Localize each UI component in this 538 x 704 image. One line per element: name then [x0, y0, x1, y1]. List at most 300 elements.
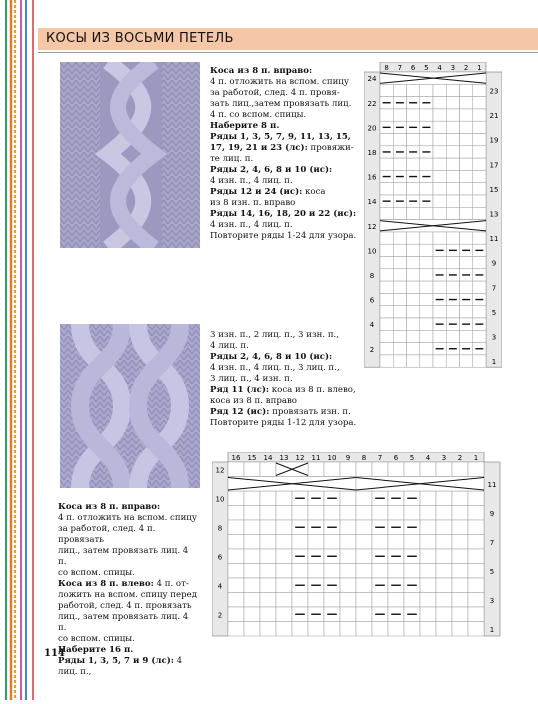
chart-cell — [420, 244, 433, 256]
chart-row-label: 1 — [491, 358, 497, 367]
chart-cell — [372, 506, 388, 521]
chart-cell — [393, 232, 406, 244]
chart-cell — [473, 97, 486, 109]
chart-cell — [372, 622, 388, 637]
chart-row-label: 6 — [369, 296, 375, 305]
chart-cell — [468, 564, 484, 579]
chart-cell — [433, 232, 446, 244]
chart-cell — [244, 549, 260, 564]
chart-cell — [452, 578, 468, 593]
chart-cell — [356, 520, 372, 535]
chart-row-label: 16 — [367, 173, 377, 182]
chart-cell — [393, 343, 406, 355]
chart-col-label: 3 — [450, 64, 456, 72]
chart-cell — [380, 269, 393, 281]
chart-cell — [460, 109, 473, 121]
chart-cell — [420, 491, 436, 506]
chart-cell — [446, 109, 459, 121]
chart-row-label: 5 — [489, 567, 495, 576]
chart-cell — [436, 491, 452, 506]
chart-cell — [446, 97, 459, 109]
chart-cell — [380, 343, 393, 355]
chart-row-label: 19 — [489, 136, 499, 145]
chart-cell — [260, 549, 276, 564]
chart-cell — [420, 462, 436, 477]
chart-cell — [356, 491, 372, 506]
chart-cell — [356, 535, 372, 550]
instruction-line: 3 лиц. п., 4 изн. п. — [210, 374, 293, 384]
chart-cell — [372, 593, 388, 608]
chart-cell — [407, 244, 420, 256]
chart-cell — [393, 318, 406, 330]
chart-cell — [324, 564, 340, 579]
chart-col-label: 9 — [345, 454, 351, 462]
chart-cell — [393, 281, 406, 293]
chart-cell — [244, 491, 260, 506]
chart-cell — [460, 121, 473, 133]
instruction-line: 4 изн. п., 4 лиц. п., 3 лиц. п., — [210, 363, 340, 373]
chart-cell — [473, 84, 486, 96]
chart-cell — [433, 134, 446, 146]
chart-cell — [324, 622, 340, 637]
chart-cell — [380, 134, 393, 146]
chart-cell — [260, 578, 276, 593]
chart-cell — [393, 257, 406, 269]
chart-cell — [228, 520, 244, 535]
chart-cell — [446, 183, 459, 195]
chart-cell — [340, 593, 356, 608]
chart-cell — [388, 462, 404, 477]
chart-cell — [260, 535, 276, 550]
chart-cell — [460, 134, 473, 146]
chart-cell — [420, 622, 436, 637]
chart-cell — [388, 593, 404, 608]
chart-cell — [436, 506, 452, 521]
chart-cell — [388, 506, 404, 521]
chart-cell — [393, 84, 406, 96]
chart-cell — [433, 330, 446, 342]
chart-cell — [260, 462, 276, 477]
chart-cell — [393, 109, 406, 121]
chart-cell — [393, 306, 406, 318]
chart-row-label: 18 — [367, 148, 377, 157]
chart-cell — [340, 622, 356, 637]
instruction-line: Коса из 8 п. вправо: — [58, 502, 161, 512]
chart-cell — [420, 506, 436, 521]
chart-cell — [292, 593, 308, 608]
chart-cell — [468, 593, 484, 608]
chart-cell — [276, 549, 292, 564]
chart-cell — [380, 306, 393, 318]
chart-cell — [433, 183, 446, 195]
chart-cell — [452, 564, 468, 579]
chart-cell — [452, 520, 468, 535]
chart-cell — [324, 462, 340, 477]
chart-row-label: 7 — [491, 284, 497, 293]
chart-col-label: 15 — [247, 454, 257, 462]
instruction-line: Повторите ряды 1-12 для узора. — [210, 418, 357, 428]
section-title: КОСЫ ИЗ ВОСЬМИ ПЕТЕЛЬ — [46, 31, 234, 46]
chart-cell — [228, 578, 244, 593]
chart-cell — [436, 622, 452, 637]
chart-row-label: 10 — [215, 495, 225, 504]
instruction-line: Ряд 11 (лс): коса из 8 п. влево, — [210, 385, 356, 395]
chart-cell — [228, 622, 244, 637]
chart-col-label: 2 — [457, 454, 463, 462]
chart-cell — [446, 306, 459, 318]
chart-cell — [460, 170, 473, 182]
chart-cell — [433, 257, 446, 269]
chart-cell — [446, 355, 459, 367]
instruction-line: Наберите 16 п. — [58, 645, 134, 655]
chart-cell — [340, 607, 356, 622]
instruction-line: Ряды 1, 3, 5, 7, 9, 11, 13, 15, — [210, 132, 351, 142]
chart-cell — [473, 183, 486, 195]
chart-cell — [446, 195, 459, 207]
chart-cell — [380, 207, 393, 219]
chart-cell — [388, 535, 404, 550]
instruction-line: Ряды 2, 4, 6, 8 и 10 (ис): — [210, 352, 333, 362]
chart-cell — [407, 232, 420, 244]
chart-cell — [420, 520, 436, 535]
chart-col-label: 4 — [437, 64, 442, 72]
chart-cell — [436, 607, 452, 622]
chart-row-label: 24 — [367, 75, 377, 84]
yarn-decoration — [0, 0, 40, 700]
chart-cell — [420, 564, 436, 579]
chart-col-label: 5 — [424, 64, 429, 72]
chart-cell — [260, 564, 276, 579]
chart-cell — [407, 330, 420, 342]
chart-cell — [356, 549, 372, 564]
chart-row-label: 6 — [217, 553, 223, 562]
instructions-block-3 — [58, 502, 198, 678]
instruction-line: из 8 изн. п. вправо — [210, 198, 296, 208]
instruction-line: со вспом. спицы. — [58, 634, 135, 644]
instruction-line: зать лиц.,затем провязать лиц. — [210, 99, 352, 109]
chart-cell — [433, 109, 446, 121]
chart-cell — [244, 593, 260, 608]
instruction-line: 4 изн. п., 4 лиц. п. — [210, 176, 293, 186]
chart-cell — [244, 578, 260, 593]
instruction-line: 4 п. отложить на вспом. спицу — [58, 513, 197, 523]
chart-cell — [473, 355, 486, 367]
chart-cell — [420, 232, 433, 244]
chart-cell — [393, 330, 406, 342]
instruction-line: за работой, след. 4 п. провя- — [210, 88, 340, 98]
chart-row-label: 12 — [215, 466, 225, 475]
chart-cell — [228, 607, 244, 622]
chart-cell — [473, 232, 486, 244]
chart-cell — [276, 622, 292, 637]
chart-cell — [407, 318, 420, 330]
chart-cell — [308, 535, 324, 550]
chart-cell — [446, 134, 459, 146]
chart-cell — [228, 491, 244, 506]
instructions-block-2 — [210, 330, 360, 429]
knit-swatch-photo-2 — [60, 324, 200, 488]
chart-row-label: 13 — [489, 210, 499, 219]
instruction-line: Ряды 2, 4, 6, 8 и 10 (ис): — [210, 165, 333, 175]
chart-cell — [468, 549, 484, 564]
chart-cell — [276, 491, 292, 506]
instruction-line: лиц., затем провязать лиц. 4 п. — [58, 546, 189, 567]
chart-cell — [436, 520, 452, 535]
chart-cell — [380, 293, 393, 305]
chart-cell — [407, 293, 420, 305]
chart-cell — [446, 158, 459, 170]
chart-cell — [468, 607, 484, 622]
chart-cell — [260, 506, 276, 521]
chart-cell — [433, 158, 446, 170]
chart-cell — [393, 355, 406, 367]
chart-cell — [420, 183, 433, 195]
instruction-line: Ряды 12 и 24 (ис): коса — [210, 187, 326, 197]
chart-col-label: 6 — [393, 454, 399, 462]
chart-cell — [460, 232, 473, 244]
chart-cell — [407, 269, 420, 281]
chart-cell — [433, 97, 446, 109]
instruction-line: 17, 19, 21 и 23 (лс): провяжи- — [210, 143, 354, 153]
chart-cell — [407, 84, 420, 96]
chart-cell — [260, 520, 276, 535]
chart-row-label: 4 — [369, 321, 375, 330]
chart-cell — [393, 207, 406, 219]
chart-cell — [404, 535, 420, 550]
chart-cell — [260, 593, 276, 608]
chart-cell — [324, 535, 340, 550]
chart-cell — [340, 491, 356, 506]
chart-col-label: 11 — [311, 454, 321, 462]
chart-cell — [420, 330, 433, 342]
chart-col-label: 12 — [295, 454, 305, 462]
chart-cell — [407, 158, 420, 170]
chart-cell — [340, 506, 356, 521]
instruction-line: 4 лиц. п. — [210, 341, 249, 351]
chart-cell — [292, 564, 308, 579]
chart-cell — [420, 109, 433, 121]
chart-cell — [460, 306, 473, 318]
chart-cell — [244, 462, 260, 477]
chart-cell — [460, 183, 473, 195]
chart-cell — [228, 564, 244, 579]
instruction-line: со вспом. спицы. — [58, 568, 135, 578]
chart-row-label: 9 — [491, 259, 497, 268]
chart-row-label: 4 — [217, 582, 223, 591]
chart-cell — [244, 506, 260, 521]
chart-cell — [473, 134, 486, 146]
chart-cell — [446, 146, 459, 158]
chart-col-label: 7 — [397, 64, 403, 72]
chart-cell — [244, 520, 260, 535]
chart-cell — [452, 491, 468, 506]
chart-cell — [244, 622, 260, 637]
chart-cell — [324, 506, 340, 521]
chart-cell — [473, 170, 486, 182]
chart-cell — [420, 578, 436, 593]
chart-cell — [404, 593, 420, 608]
chart-cell — [452, 506, 468, 521]
chart-cell — [460, 146, 473, 158]
instruction-line: лиц., затем провязать лиц. 4 п. — [58, 612, 189, 633]
chart-cell — [404, 564, 420, 579]
chart-cell — [356, 578, 372, 593]
chart-cell — [460, 281, 473, 293]
knit-swatch-photo-1 — [60, 62, 200, 248]
chart-cell — [433, 170, 446, 182]
chart-col-label: 8 — [384, 64, 389, 72]
chart-cell — [460, 195, 473, 207]
chart-cell — [473, 158, 486, 170]
chart-cell — [244, 535, 260, 550]
chart-cell — [468, 520, 484, 535]
chart-cell — [420, 257, 433, 269]
chart-cell — [308, 622, 324, 637]
chart-cell — [436, 593, 452, 608]
chart-row-label: 8 — [217, 524, 223, 533]
knitting-chart-1 — [364, 62, 502, 372]
chart-cell — [276, 607, 292, 622]
chart-cell — [393, 293, 406, 305]
chart-cell — [276, 506, 292, 521]
chart-cell — [446, 281, 459, 293]
chart-cell — [420, 158, 433, 170]
chart-row-label: 2 — [217, 611, 223, 620]
instruction-line: 3 изн. п., 2 лиц. п., 3 изн. п., — [210, 330, 340, 340]
chart-cell — [276, 593, 292, 608]
chart-cell — [446, 257, 459, 269]
chart-col-label: 1 — [473, 454, 479, 462]
chart-cell — [380, 355, 393, 367]
page-number: 114 — [44, 648, 65, 659]
chart-cell — [324, 593, 340, 608]
chart-cell — [407, 134, 420, 146]
instruction-line: Ряды 14, 16, 18, 20 и 22 (ис): — [210, 209, 357, 219]
chart-cell — [356, 564, 372, 579]
chart-cell — [452, 535, 468, 550]
chart-cell — [380, 183, 393, 195]
chart-cell — [460, 207, 473, 219]
chart-cell — [228, 462, 244, 477]
chart-col-label: 5 — [409, 454, 415, 462]
instruction-line: Наберите 8 п. — [210, 121, 280, 131]
chart-cell — [380, 109, 393, 121]
chart-cell — [356, 593, 372, 608]
chart-col-label: 6 — [410, 64, 416, 72]
chart-cell — [420, 535, 436, 550]
chart-cell — [473, 306, 486, 318]
chart-cell — [420, 306, 433, 318]
chart-cell — [420, 84, 433, 96]
chart-cell — [393, 134, 406, 146]
chart-cell — [460, 158, 473, 170]
chart-cell — [452, 593, 468, 608]
chart-cell — [393, 244, 406, 256]
chart-cell — [460, 355, 473, 367]
chart-cell — [473, 207, 486, 219]
chart-cell — [473, 257, 486, 269]
chart-cell — [407, 281, 420, 293]
chart-cell — [452, 607, 468, 622]
chart-cell — [228, 535, 244, 550]
chart-cell — [468, 506, 484, 521]
chart-cell — [340, 549, 356, 564]
instruction-line: ложить на вспом. спицу перед — [58, 590, 197, 600]
chart-col-label: 8 — [361, 454, 367, 462]
chart-cell — [372, 564, 388, 579]
chart-cell — [420, 593, 436, 608]
chart-cell — [393, 158, 406, 170]
chart-row-label: 14 — [367, 198, 377, 207]
chart-cell — [420, 134, 433, 146]
chart-cell — [407, 207, 420, 219]
chart-cell — [446, 207, 459, 219]
chart-cell — [420, 607, 436, 622]
chart-row-label: 17 — [489, 161, 499, 170]
chart-cell — [420, 343, 433, 355]
chart-row-label: 11 — [489, 235, 499, 244]
chart-cell — [473, 281, 486, 293]
chart-cell — [446, 330, 459, 342]
chart-cell — [433, 195, 446, 207]
chart-cell — [473, 330, 486, 342]
chart-col-label: 16 — [231, 454, 241, 462]
chart-cell — [460, 84, 473, 96]
chart-cell — [407, 109, 420, 121]
chart-cell — [380, 257, 393, 269]
chart-cell — [446, 170, 459, 182]
chart-cell — [446, 84, 459, 96]
chart-row-label: 3 — [491, 333, 497, 342]
chart-cell — [407, 257, 420, 269]
chart-cell — [404, 622, 420, 637]
chart-cell — [473, 146, 486, 158]
instruction-line: работой, след. 4 п. провязать — [58, 601, 192, 611]
chart-cell — [433, 281, 446, 293]
chart-col-label: 7 — [377, 454, 383, 462]
section-header — [38, 28, 538, 50]
chart-cell — [276, 520, 292, 535]
chart-cell — [468, 535, 484, 550]
chart-cell — [433, 146, 446, 158]
chart-cell — [380, 158, 393, 170]
chart-row-label: 5 — [491, 308, 497, 317]
chart-cell — [340, 564, 356, 579]
chart-cell — [473, 195, 486, 207]
chart-cell — [244, 607, 260, 622]
chart-cell — [356, 506, 372, 521]
chart-cell — [388, 564, 404, 579]
chart-cell — [420, 355, 433, 367]
chart-cell — [460, 257, 473, 269]
chart-cell — [308, 564, 324, 579]
chart-row-label: 22 — [367, 99, 377, 108]
chart-row-label: 21 — [489, 112, 499, 121]
chart-cell — [356, 462, 372, 477]
instruction-line: 4 изн. п., 4 лиц. п. — [210, 220, 293, 230]
chart-cell — [244, 564, 260, 579]
chart-cell — [380, 281, 393, 293]
chart-cell — [446, 232, 459, 244]
chart-cell — [446, 121, 459, 133]
chart-cell — [436, 535, 452, 550]
chart-cell — [340, 578, 356, 593]
chart-cell — [340, 462, 356, 477]
chart-row-label: 12 — [367, 222, 377, 231]
instruction-line: Коса из 8 п. влево: 4 п. от- — [58, 579, 189, 589]
chart-cell — [260, 491, 276, 506]
instruction-line: за работой, след. 4 п. провязать — [58, 524, 156, 545]
